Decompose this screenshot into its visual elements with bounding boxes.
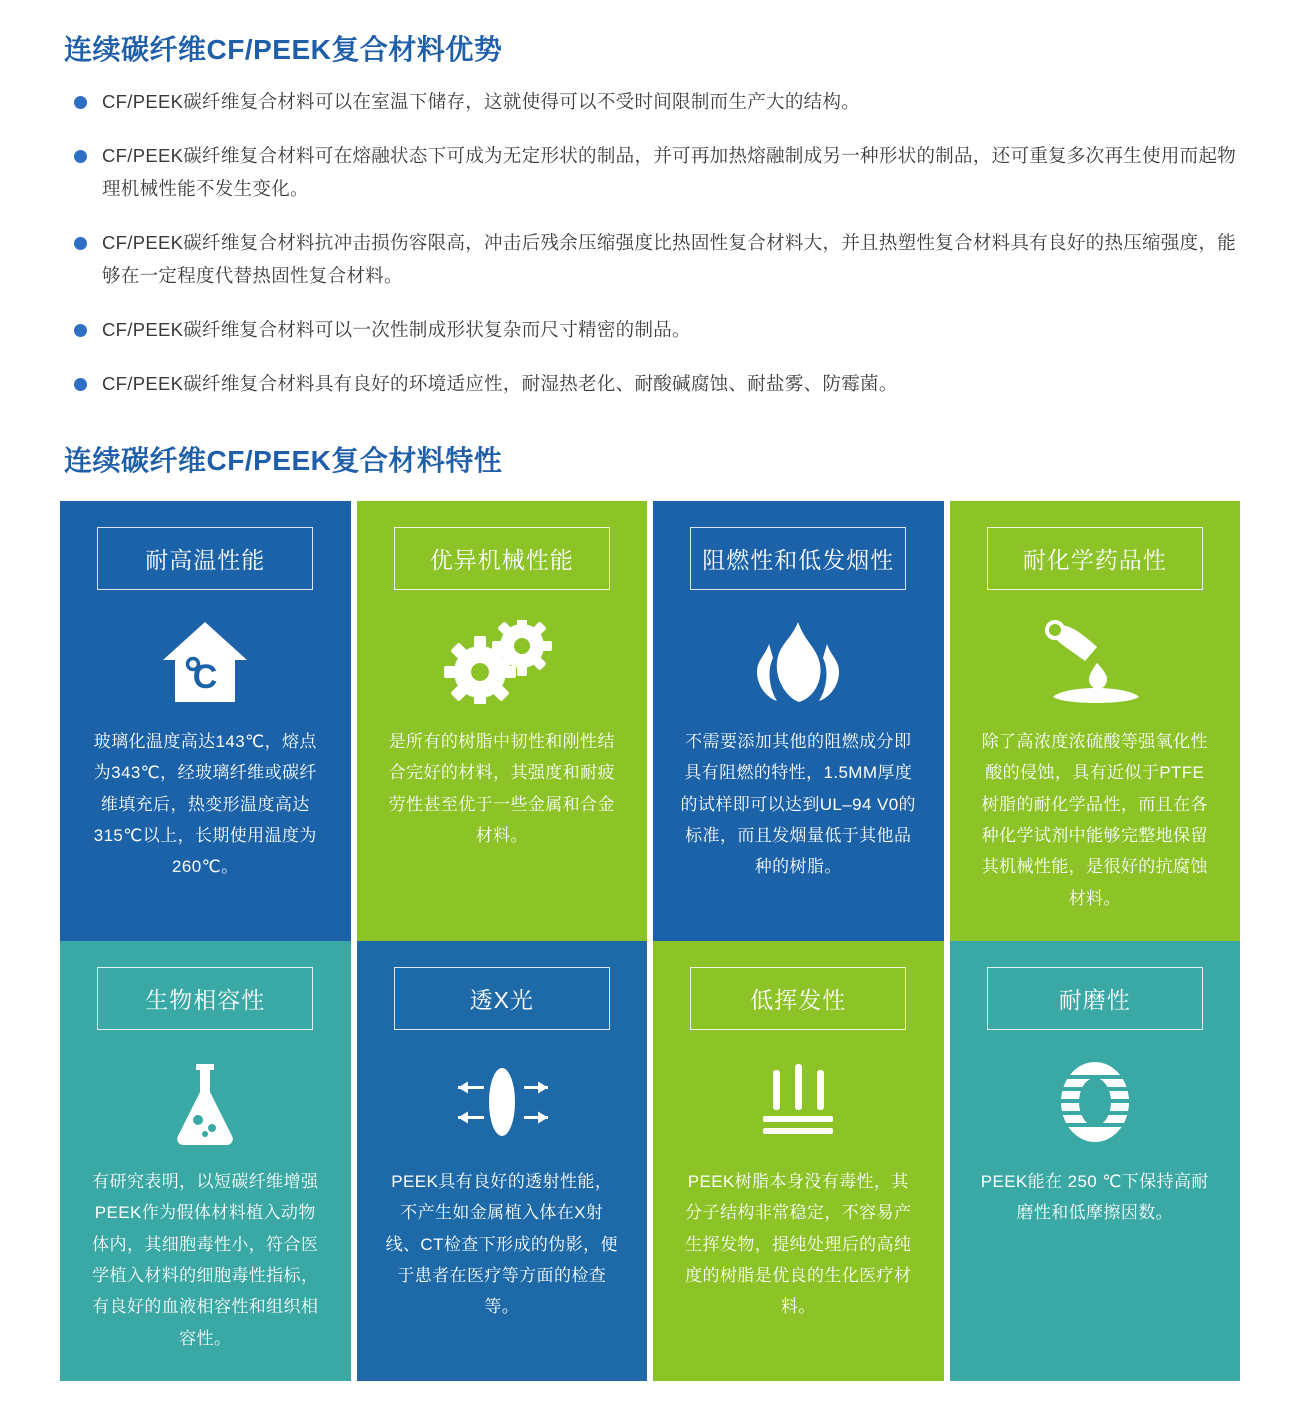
list-item [68,227,1240,292]
list-item [68,86,1240,118]
property-card-title: 优异机械性能 [394,527,610,590]
thermometer-house-icon [157,616,253,708]
bullet-dot-icon [74,378,87,391]
property-card-text: PEEK树脂本身没有毒性，其分子结构非常稳定，不容易产生挥发物，提纯处理后的高纯度的树脂是优良的生化医疗材料。 [685,1171,912,1317]
property-card-title: 耐高温性能 [97,527,313,590]
list-item-text: CF/PEEK碳纤维复合材料抗冲击损伤容限高，冲击后残余压缩强度比热固性复合材料大，并且热塑性复合材料具有良好的热压缩强度，能够在一定程度代替热固性复合材料。 [102,232,1237,286]
property-card-4 [60,941,351,1381]
xray-lens-icon [442,1056,562,1148]
property-card-5 [357,941,648,1381]
property-card-title: 透X光 [394,967,610,1030]
svg-text:C: C [192,657,218,696]
properties-card-grid [60,501,1240,1381]
bullet-dot-icon [74,150,87,163]
property-card-text: 玻璃化温度高达143℃，熔点为343℃，经玻璃纤维或碳纤维填充后，热变形温度高达315℃以上，长期使用温度为260℃。 [93,731,317,877]
bullet-dot-icon [74,96,87,109]
property-card-title: 生物相容性 [97,967,313,1030]
property-card-text: 不需要添加其他的阻燃成分即具有阻燃的特性，1.5MM厚度的试样即可以达到UL–94 V0的标准，而且发烟量低于其他品种的树脂。 [680,731,916,877]
property-card-7 [950,941,1241,1381]
acid-drop-icon [1035,616,1155,708]
property-card-1 [357,501,648,941]
property-card-2 [653,501,944,941]
page-title-advantages: 连续碳纤维CF/PEEK复合材料优势 [64,34,503,65]
volatility-icon [743,1056,853,1148]
property-card-title: 耐化学药品性 [987,527,1203,590]
list-item [68,368,1240,400]
list-item-text: CF/PEEK碳纤维复合材料可以一次性制成形状复杂而尺寸精密的制品。 [102,318,691,340]
property-card-title: 低挥发性 [690,967,906,1030]
tire-icon [1047,1056,1143,1148]
property-card-title: 阻燃性和低发烟性 [690,527,906,590]
bullet-dot-icon [74,324,87,337]
list-item-text: CF/PEEK碳纤维复合材料可在熔融状态下可成为无定形状的制品，并可再加热熔融制成另一种形状的制品，还可重复多次再生使用而起物理机械性能不发生变化。 [102,145,1237,199]
page-title-properties: 连续碳纤维CF/PEEK复合材料特性 [64,444,503,476]
list-item [68,314,1240,346]
property-card-text: PEEK具有良好的透射性能，不产生如金属植入体在X射线、CT检查下形成的伪影，便于患者在医疗等方面的检查等。 [385,1171,618,1317]
list-item-text: CF/PEEK碳纤维复合材料可以在室温下储存，这就使得可以不受时间限制而生产大的结构。 [102,91,861,112]
advantages-list [68,86,1240,401]
list-item [68,140,1240,205]
property-card-title: 耐磨性 [987,967,1203,1030]
property-card-0 [60,501,351,941]
bullet-dot-icon [74,237,87,250]
property-card-text: PEEK能在 250 ℃下保持高耐磨性和低摩擦因数。 [980,1171,1209,1223]
property-card-6 [653,941,944,1381]
gears-icon [444,616,560,708]
list-item-text: CF/PEEK碳纤维复合材料具有良好的环境适应性，耐湿热老化、耐酸碱腐蚀、耐盐雾、防霉菌。 [102,373,898,395]
flame-icon [743,616,853,708]
property-card-text: 有研究表明，以短碳纤维增强PEEK作为假体材料植入动物体内，其细胞毒性小，符合医学植入材料的细胞毒性指标，有良好的血液相容性和组织相容性。 [92,1171,319,1348]
property-card-text: 是所有的树脂中韧性和刚性结合完好的材料，其强度和耐疲劳性甚至优于一些金属和合金材料。 [388,731,615,845]
property-card-3 [950,501,1241,941]
flask-icon [160,1056,250,1148]
property-card-text: 除了高浓度浓硫酸等强氧化性酸的侵蚀，具有近似于PTFE树脂的耐化学品性，而且在各种化学试剂中能够完整地保留其机械性能，是很好的抗腐蚀材料。 [981,731,1208,908]
